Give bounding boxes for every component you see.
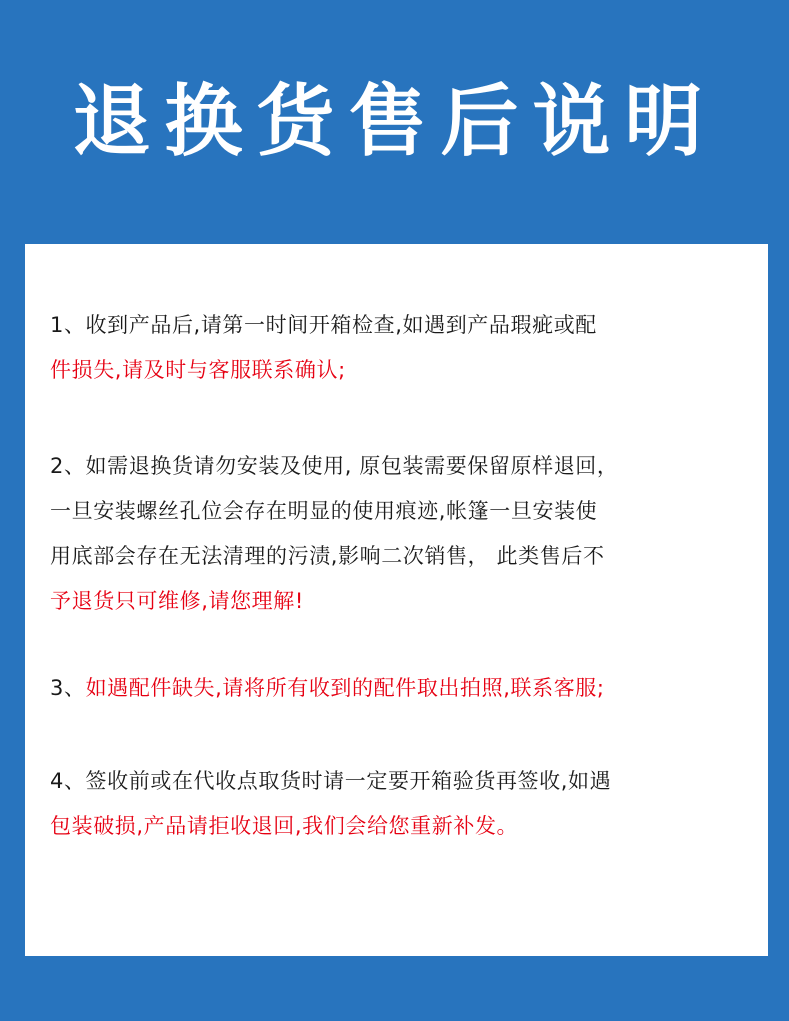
text-run: 一旦安装螺丝孔位会存在明显的使用痕迹,帐篷一旦安装使 bbox=[50, 499, 598, 523]
section-4-line-1 bbox=[50, 759, 750, 804]
section-3 bbox=[50, 666, 750, 711]
section-2-line-4 bbox=[50, 579, 750, 624]
text-run-highlight: 包装破损,产品请拒收退回,我们会给您重新补发。 bbox=[50, 814, 519, 838]
text-run: 1、收到产品后,请第一时间开箱检查,如遇到产品瑕疵或配 bbox=[50, 313, 597, 337]
section-1 bbox=[50, 303, 750, 393]
text-run-highlight: 予退货只可维修,请您理解! bbox=[50, 589, 304, 613]
text-run-highlight: 件损失,请及时与客服联系确认; bbox=[50, 358, 346, 382]
text-run-highlight: 如遇配件缺失,请将所有收到的配件取出拍照,联系客服; bbox=[85, 676, 605, 700]
section-3-line-1 bbox=[50, 666, 750, 711]
section-2-line-1 bbox=[50, 444, 750, 489]
text-run: 用底部会存在无法清理的污渍,影响二次销售， 此类售后不 bbox=[50, 544, 605, 568]
section-4-line-2 bbox=[50, 804, 750, 849]
page-title: 退换货售后说明 bbox=[72, 77, 717, 167]
section-2-line-3 bbox=[50, 534, 750, 579]
text-run: 4、签收前或在代收点取货时请一定要开箱验货再签收,如遇 bbox=[50, 769, 612, 793]
text-run: 3、 bbox=[50, 676, 86, 700]
section-2-line-2 bbox=[50, 489, 750, 534]
section-1-line-1 bbox=[50, 303, 750, 348]
section-2 bbox=[50, 444, 750, 624]
content-panel bbox=[25, 244, 768, 956]
text-run: 2、如需退换货请勿安装及使用, 原包装需要保留原样退回， bbox=[50, 454, 619, 478]
section-4 bbox=[50, 759, 750, 849]
section-1-line-2 bbox=[50, 348, 750, 393]
